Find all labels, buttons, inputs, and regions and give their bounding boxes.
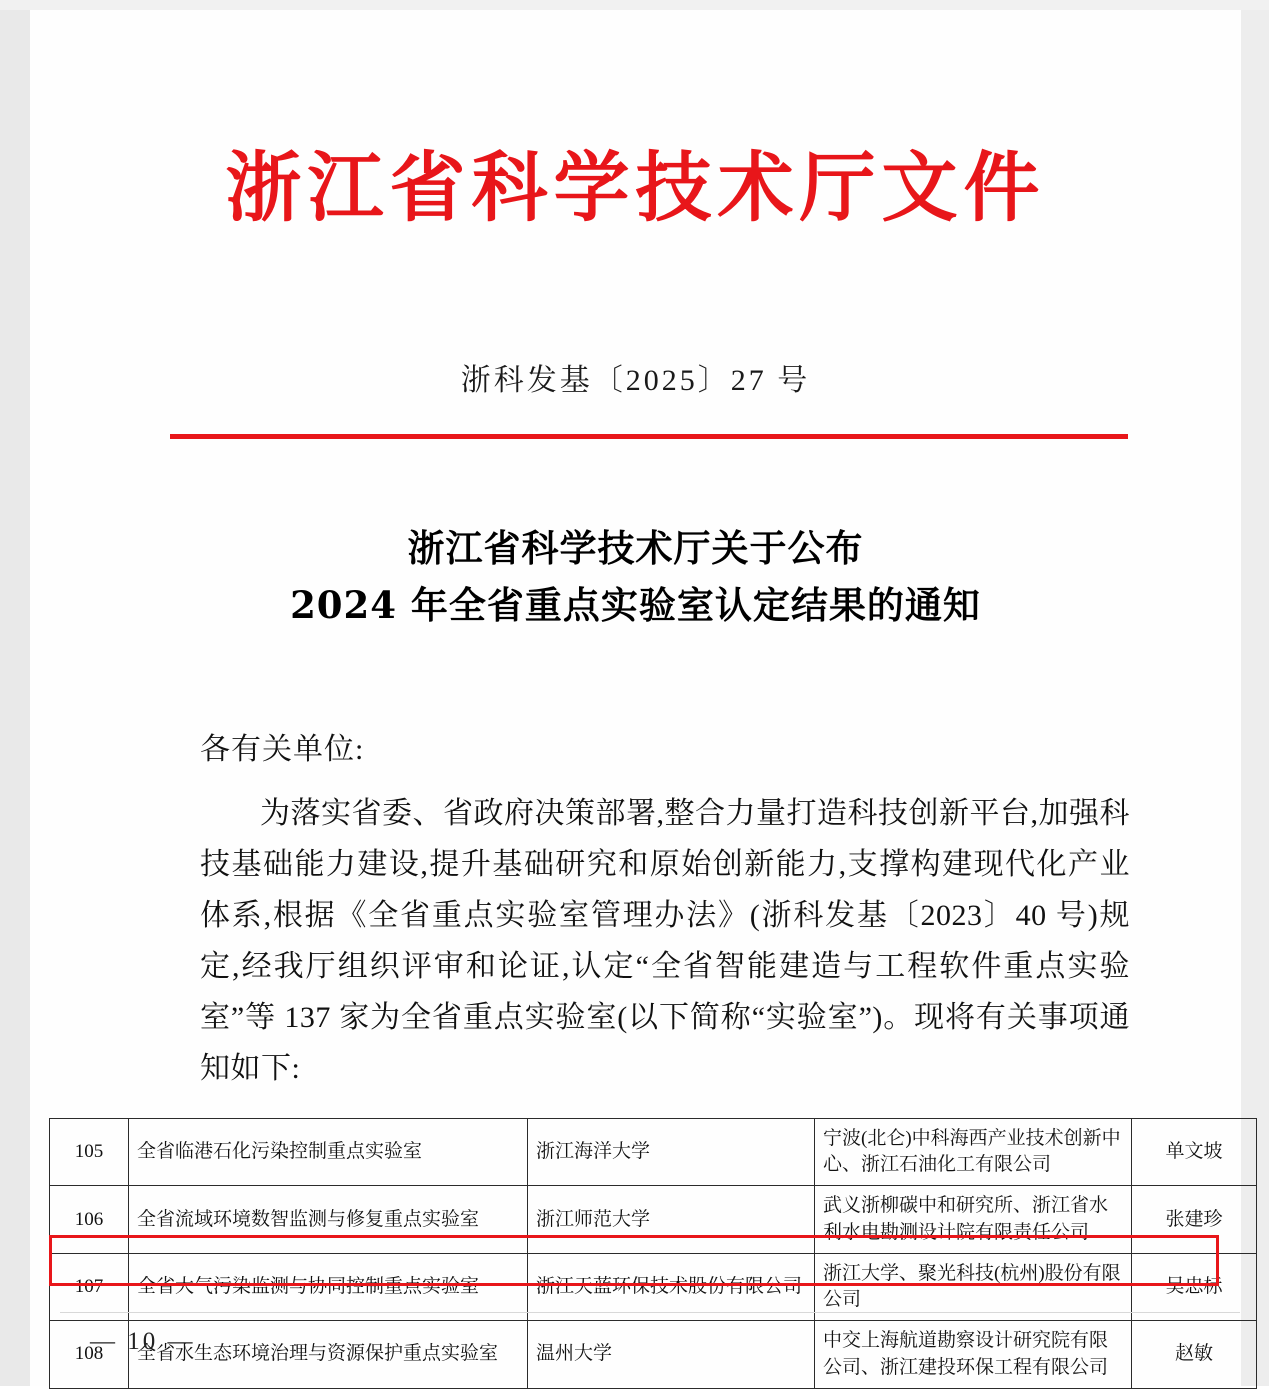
table-row [50,1119,1257,1186]
cell-person-in-charge: 单文坡 [1132,1119,1257,1186]
subject-heading-line-1: 浙江省科学技术厅关于公布 [407,526,864,570]
cell-host-unit: 温州大学 [528,1321,815,1388]
subject-heading [30,520,1241,635]
footer-divider [60,1312,1240,1313]
salutation: 各有关单位: [200,733,365,766]
cell-lab-name: 全省大气污染监测与协同控制重点实验室 [129,1253,528,1320]
cell-host-unit: 浙江师范大学 [528,1186,815,1253]
table-row [50,1186,1257,1253]
cell-host-unit: 浙江天蓝环保技术股份有限公司 [528,1253,815,1320]
cell-partner-units: 宁波(北仑)中科海西产业技术创新中心、浙江石油化工有限公司 [815,1119,1132,1186]
document-title: 浙江省科学技术厅文件 [225,143,1046,232]
scan-edge-left [0,0,30,1386]
body-paragraph: 为落实省委、省政府决策部署,整合力量打造科技创新平台,加强科技基础能力建设,提升基础研究和原始创新能力,支撑构建现代化产业体系,根据《全省重点实验室管理办法》(浙科发基〔2023〕40 号)规定,经我厅组织评审和论证,认定“全省智能建造与工程软件重点实验室”等 137 家为全省重点实验室(以下简称“实验室”)。现将有关事项通知如下: [200,797,1130,1085]
document-content [30,10,1241,1386]
cell-person-in-charge: 赵敏 [1132,1321,1257,1388]
subject-heading-line-2: 2024 年全省重点实验室认定结果的通知 [290,583,981,628]
laboratory-table-wrapper [35,1118,1235,1389]
cell-number: 108 [50,1321,129,1388]
cell-host-unit: 浙江海洋大学 [528,1119,815,1186]
body-text [200,788,1130,1094]
cell-lab-name: 全省临港石化污染控制重点实验室 [129,1119,528,1186]
table-row-highlighted [50,1253,1257,1320]
cell-number: 105 [50,1119,129,1186]
red-separator-rule [170,434,1128,439]
cell-person-in-charge: 张建珍 [1132,1186,1257,1253]
cell-partner-units: 中交上海航道勘察设计研究院有限公司、浙江建投环保工程有限公司 [815,1321,1132,1388]
cell-number: 106 [50,1186,129,1253]
page-number: — 10 — [90,1328,196,1355]
document-number: 浙科发基〔2025〕27 号 [460,364,811,397]
cell-lab-name: 全省流域环境数智监测与修复重点实验室 [129,1186,528,1253]
cell-number: 107 [50,1253,129,1320]
cell-partner-units: 浙江大学、聚光科技(杭州)股份有限公司 [815,1253,1132,1320]
cell-partner-units: 武义浙柳碳中和研究所、浙江省水利水电勘测设计院有限责任公司 [815,1186,1132,1253]
laboratory-table-body [50,1119,1257,1389]
cell-lab-name: 全省水生态环境治理与资源保护重点实验室 [129,1321,528,1388]
laboratory-table [49,1118,1257,1389]
table-row [50,1321,1257,1388]
cell-person-in-charge: 吴忠标 [1132,1253,1257,1320]
scan-edge-top [0,0,1269,10]
